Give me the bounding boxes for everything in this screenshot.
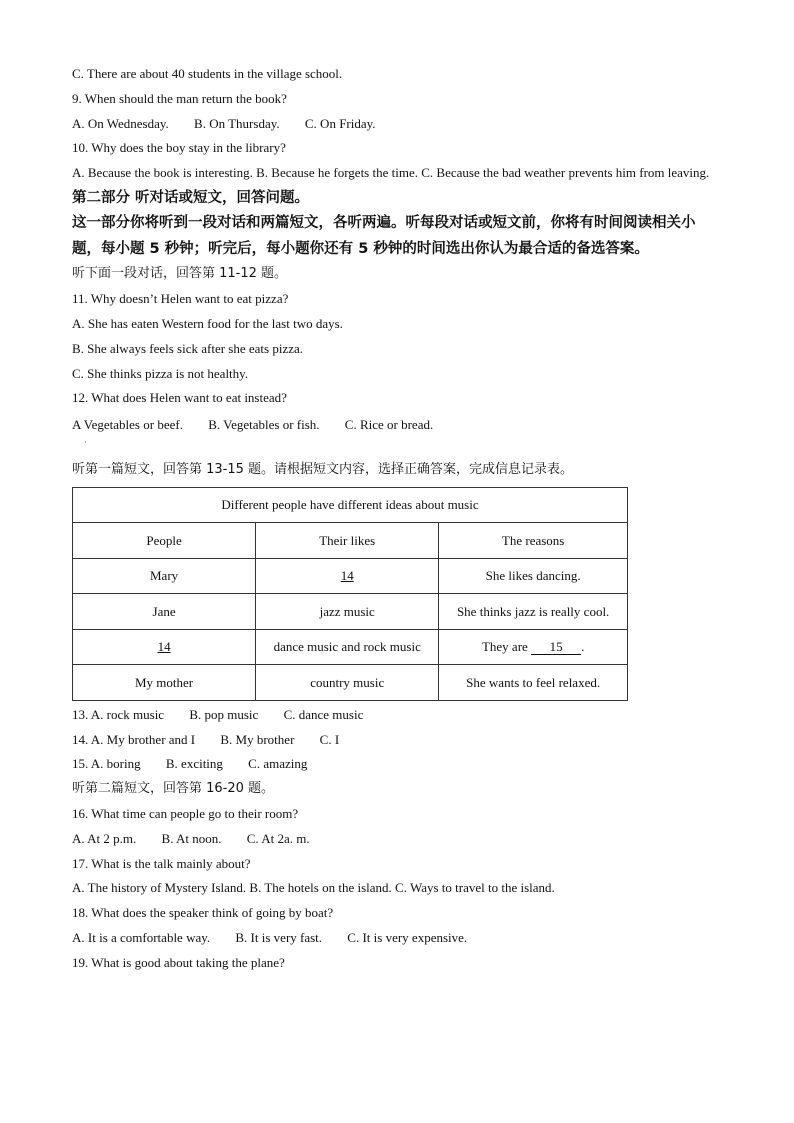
cell-reason: She thinks jazz is really cool. [439, 594, 628, 630]
cell-likes-blank [256, 558, 439, 594]
table-title: Different people have different ideas about music [73, 487, 628, 523]
q15-option-b: B. exciting [165, 756, 223, 772]
q18-option-c: C. It is very expensive. [347, 930, 468, 946]
part2-instructions: 这一部分你将听到一段对话和两篇短文，各听两遍。听每段对话或短文前，你将有时间阅读相关小题，每小题 5 秒钟；听完后，每小题你还有 5 秒钟的时间选出你认为最合适的备选答案。 [72, 215, 696, 257]
q15-option-a: 15. A. boring [72, 756, 141, 772]
cell-person: Mary [73, 558, 256, 594]
cell-person: Jane [73, 594, 256, 630]
dialog-intro: 听下面一段对话，回答第 11-12 题。 [72, 266, 288, 282]
q14-option-c: C. I [319, 731, 340, 747]
q12-option-b: B. Vegetables or fish. [208, 417, 320, 433]
header-reasons: The reasons [439, 523, 628, 559]
q8-option-c: C. There are about 40 students in the village school. [72, 66, 343, 81]
cell-reason: She likes dancing. [439, 558, 628, 594]
q12-options [72, 413, 722, 438]
table-header-row [73, 523, 628, 559]
q18-option-a: A. It is a comfortable way. [72, 930, 211, 946]
cell-person-blank [73, 629, 256, 665]
q9-option-c: C. On Friday. [304, 115, 376, 131]
header-people: People [73, 523, 256, 559]
q10-options: A. Because the book is interesting. B. Because he forgets the time. C. Because the bad weather prevents him from leaving. [72, 165, 710, 181]
passage1-intro: 听第一篇短文，回答第 13-15 题。请根据短文内容，选择正确答案，完成信息记录表。 [72, 462, 574, 478]
header-likes: Their likes [256, 523, 439, 559]
question-16: 16. What time can people go to their room? [72, 806, 299, 822]
q13-option-b: B. pop music [189, 706, 259, 722]
cell-reason-text: They are [481, 639, 528, 655]
passage2-intro: 听第二篇短文，回答第 16-20 题。 [72, 781, 275, 797]
q11-option-a: A. She has eaten Western food for the last two days. [72, 316, 343, 332]
table-title-row [73, 487, 628, 523]
q15-options [72, 752, 722, 777]
q11-option-c: C. She thinks pizza is not healthy. [72, 365, 249, 381]
question-18: 18. What does the speaker think of going by boat? [72, 905, 334, 921]
stray-dot: · [84, 438, 87, 448]
q14-options [72, 728, 722, 753]
q17-options: A. The history of Mystery Island. B. The hotels on the island. C. Ways to travel to the island. [72, 880, 555, 896]
music-info-table [72, 487, 628, 701]
question-19: 19. What is good about taking the plane? [72, 954, 285, 970]
question-17: 17. What is the talk mainly about? [72, 855, 251, 871]
q13-option-a: 13. A. rock music [72, 706, 165, 722]
blank-14: 14 [340, 568, 354, 584]
cell-reason: She wants to feel relaxed. [439, 665, 628, 701]
table-row [73, 558, 628, 594]
q15-option-c: C. amazing [248, 756, 308, 772]
cell-likes: dance music and rock music [256, 629, 439, 665]
table-row [73, 629, 628, 665]
cell-reason [439, 629, 628, 665]
blank-15: 15 [531, 640, 581, 655]
part2-title: 第二部分 听对话或短文，回答问题。 [72, 189, 310, 206]
q18-options [72, 926, 722, 951]
cell-person: My mother [73, 665, 256, 701]
table-row [73, 665, 628, 701]
q14-option-a: 14. A. My brother and I [72, 731, 196, 747]
cell-likes: jazz music [256, 594, 439, 630]
question-9: 9. When should the man return the book? [72, 90, 287, 106]
q12-option-c: C. Rice or bread. [344, 417, 434, 433]
q9-options [72, 112, 722, 137]
q11-option-b: B. She always feels sick after she eats pizza. [72, 340, 304, 356]
question-12: 12. What does Helen want to eat instead? [72, 390, 287, 406]
q16-option-b: B. At noon. [161, 830, 222, 846]
q14-option-b: B. My brother [220, 731, 295, 747]
q16-option-c: C. At 2a. m. [246, 830, 310, 846]
q12-option-a: A Vegetables or beef. [72, 417, 183, 433]
blank-14: 14 [157, 639, 171, 655]
question-11: 11. Why doesn’t Helen want to eat pizza? [72, 291, 289, 307]
q9-option-a: A. On Wednesday. [72, 115, 169, 131]
cell-likes: country music [256, 665, 439, 701]
q18-option-b: B. It is very fast. [235, 930, 323, 946]
table-row [73, 594, 628, 630]
exam-page [72, 62, 722, 976]
q13-options [72, 703, 722, 728]
q16-option-a: A. At 2 p.m. [72, 830, 137, 846]
question-10: 10. Why does the boy stay in the library? [72, 140, 286, 156]
q9-option-b: B. On Thursday. [194, 115, 280, 131]
q13-option-c: C. dance music [283, 706, 364, 722]
blank-15-suffix: . [581, 639, 585, 655]
q16-options [72, 827, 722, 852]
